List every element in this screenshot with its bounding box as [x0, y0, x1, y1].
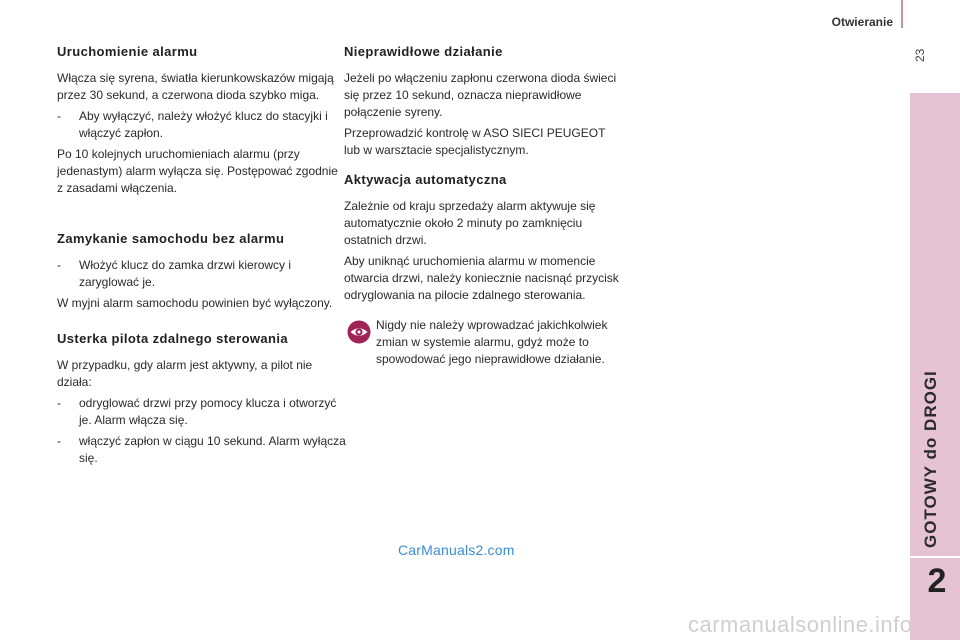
section-remote-failure: [57, 330, 347, 467]
eye-icon: [347, 320, 371, 344]
warning-note: [344, 317, 620, 368]
list-item-text: Aby wyłączyć, należy włożyć klucz do stacyjki i włączyć zapłon.: [79, 109, 328, 140]
list-item: [57, 395, 347, 429]
list-item: [57, 257, 347, 291]
paragraph: W przypadku, gdy alarm jest aktywny, a pilot nie działa:: [57, 358, 313, 389]
header-divider: [901, 0, 903, 28]
paragraph: Po 10 kolejnych uruchomieniach alarmu (przy jedenastym) alarm wyłącza się. Postępować zgodnie z zasadami włączenia.: [57, 147, 338, 195]
section-heading: Zamykanie samochodu bez alarmu: [57, 231, 285, 246]
list-item: [57, 108, 347, 142]
section-lock-without-alarm: [57, 230, 347, 312]
note-text: Nigdy nie należy wprowadzać jakichkolwiek zmian w systemie alarmu, gdyż może to spowodować jego nieprawidłowe działanie.: [376, 318, 608, 366]
sidebar-divider: [910, 556, 960, 558]
section-alarm-triggered: [57, 43, 347, 197]
paragraph: Przeprowadzić kontrolę w ASO SIECI PEUGEOT lub w warsztacie specjalistycznym.: [344, 126, 606, 157]
list-item-text: włączyć zapłon w ciągu 10 sekund. Alarm wyłącza się.: [79, 434, 346, 465]
chapter-number: 2: [927, 562, 947, 600]
header-title: Otwieranie: [831, 15, 893, 29]
bullet-dash: -: [57, 258, 61, 272]
paragraph: Aby uniknąć uruchomienia alarmu w momencie otwarcia drzwi, należy koniecznie nacisnąć przycisk odryglowania na pilocie zdalnego sterowania.: [344, 254, 619, 302]
list-item-text: odryglować drzwi przy pomocy klucza i otworzyć je. Alarm włącza się.: [79, 396, 337, 427]
section-heading: Nieprawidłowe działanie: [344, 44, 503, 59]
paragraph: Włącza się syrena, światła kierunkowskazów migają przez 30 sekund, a czerwona dioda szybko miga.: [57, 71, 334, 102]
bullet-dash: -: [57, 396, 61, 410]
bullet-dash: -: [57, 109, 61, 123]
list-item-text: Włożyć klucz do zamka drzwi kierowcy i zaryglować je.: [79, 258, 292, 289]
section-heading: Usterka pilota zdalnego sterowania: [57, 331, 289, 346]
paragraph: Zależnie od kraju sprzedaży alarm aktywuje się automatycznie około 2 minuty po zamknięciu ostatnich drzwi.: [344, 199, 596, 247]
page-number: 23: [913, 48, 927, 62]
paragraph: Jeżeli po włączeniu zapłonu czerwona dioda świeci się przez 10 sekund, oznacza nieprawidłowe połączenie syreny.: [344, 71, 617, 119]
watermark-site: carmanualsonline.info: [688, 612, 913, 637]
chapter-title: GOTOWY do DROGI: [921, 370, 940, 548]
left-column: [57, 43, 347, 471]
section-heading: Aktywacja automatyczna: [344, 172, 507, 187]
right-column: [344, 43, 620, 368]
section-malfunction: [344, 43, 620, 159]
list-item: [57, 433, 347, 467]
section-heading: Uruchomienie alarmu: [57, 44, 198, 59]
bullet-dash: -: [57, 434, 61, 448]
section-automatic-activation: [344, 171, 620, 304]
watermark-brand: CarManuals2.com: [398, 542, 515, 558]
paragraph: W myjni alarm samochodu powinien być wyłączony.: [57, 296, 333, 310]
